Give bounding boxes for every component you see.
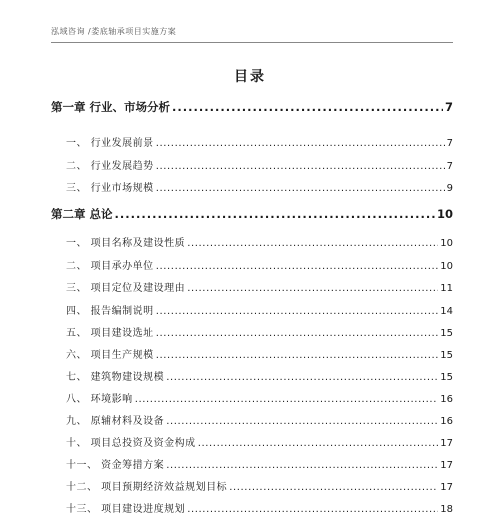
dot-leader <box>135 394 439 405</box>
toc-entry-label: 十、 项目总投资及资金构成 <box>66 438 196 449</box>
dot-leader <box>166 460 438 471</box>
dot-leader <box>156 306 439 317</box>
header-divider <box>51 42 453 43</box>
toc-entry-label: 一、 行业发展前景 <box>66 138 154 149</box>
toc-entry-chapter[interactable] <box>51 99 453 115</box>
toc-entry-page: 17 <box>440 460 453 471</box>
toc-entry-page: 16 <box>440 394 453 405</box>
toc-entry-section[interactable] <box>51 346 453 361</box>
toc-entry-label: 九、 原辅材料及设备 <box>66 416 165 427</box>
toc-entry-section[interactable] <box>51 279 453 294</box>
dot-leader <box>198 438 439 449</box>
toc-entry-page: 9 <box>446 183 453 194</box>
toc-entry-section[interactable] <box>51 368 453 383</box>
toc-entry-page: 11 <box>440 283 453 294</box>
toc-entry-label: 三、 项目定位及建设理由 <box>66 283 186 294</box>
dot-leader <box>187 504 438 515</box>
toc-entry-label: 第二章 总论 <box>51 207 113 221</box>
toc-entry-section[interactable] <box>51 412 453 427</box>
toc-entry-chapter[interactable] <box>51 206 453 222</box>
toc-entry-page: 7 <box>446 161 453 172</box>
toc-entry-page: 17 <box>440 482 453 493</box>
toc-entry-page: 15 <box>440 328 453 339</box>
toc-entry-section[interactable] <box>51 134 453 149</box>
dot-leader <box>115 207 435 221</box>
dot-leader <box>172 100 443 114</box>
toc-entry-page: 10 <box>436 207 453 221</box>
toc-entry-page: 14 <box>440 306 453 317</box>
toc-entry-label: 十二、 项目预期经济效益规划目标 <box>66 482 228 493</box>
toc-entry-page: 16 <box>440 416 453 427</box>
toc-entry-label: 二、 行业发展趋势 <box>66 161 154 172</box>
dot-leader <box>187 238 438 249</box>
dot-leader <box>156 183 445 194</box>
toc-entry-page: 7 <box>446 138 453 149</box>
toc-entry-section[interactable] <box>51 456 453 471</box>
toc-entry-section[interactable] <box>51 478 453 493</box>
toc-entry-section[interactable] <box>51 257 453 272</box>
dot-leader <box>156 161 445 172</box>
dot-leader <box>166 372 438 383</box>
dot-leader <box>166 416 438 427</box>
toc-entry-label: 二、 项目承办单位 <box>66 261 154 272</box>
toc-entry-section[interactable] <box>51 234 453 249</box>
toc-entry-label: 第一章 行业、市场分析 <box>51 100 171 114</box>
toc-entry-section[interactable] <box>51 390 453 405</box>
dot-leader <box>156 261 439 272</box>
toc-entry-label: 三、 行业市场规模 <box>66 183 154 194</box>
toc-entry-label: 七、 建筑物建设规模 <box>66 372 165 383</box>
toc-entry-label: 十三、 项目建设进度规划 <box>66 504 186 515</box>
toc-entry-page: 10 <box>440 238 453 249</box>
toc-entry-section[interactable] <box>51 324 453 339</box>
toc-entry-page: 18 <box>440 504 453 515</box>
page-header: 泓域咨询 /娄底轴承项目实施方案 <box>51 27 177 36</box>
dot-leader <box>229 482 438 493</box>
dot-leader <box>156 350 439 361</box>
toc-entry-page: 10 <box>440 261 453 272</box>
toc-entry-page: 7 <box>444 100 453 114</box>
toc-entry-label: 八、 环境影响 <box>66 394 133 405</box>
toc-entry-section[interactable] <box>51 434 453 449</box>
dot-leader <box>156 138 445 149</box>
toc-title: 目录 <box>234 69 266 85</box>
dot-leader <box>156 328 439 339</box>
toc-entry-page: 17 <box>440 438 453 449</box>
toc-entry-label: 一、 项目名称及建设性质 <box>66 238 186 249</box>
toc-entry-section[interactable] <box>51 157 453 172</box>
toc-entry-label: 十一、 资金筹措方案 <box>66 460 165 471</box>
toc-entry-page: 15 <box>440 372 453 383</box>
toc-entry-section[interactable] <box>51 179 453 194</box>
toc-entry-label: 五、 项目建设选址 <box>66 328 154 339</box>
toc-entry-label: 六、 项目生产规模 <box>66 350 154 361</box>
dot-leader <box>187 283 438 294</box>
toc-entry-section[interactable] <box>51 302 453 317</box>
toc-entry-section[interactable] <box>51 500 453 515</box>
toc-entry-label: 四、 报告编制说明 <box>66 306 154 317</box>
toc-entry-page: 15 <box>440 350 453 361</box>
